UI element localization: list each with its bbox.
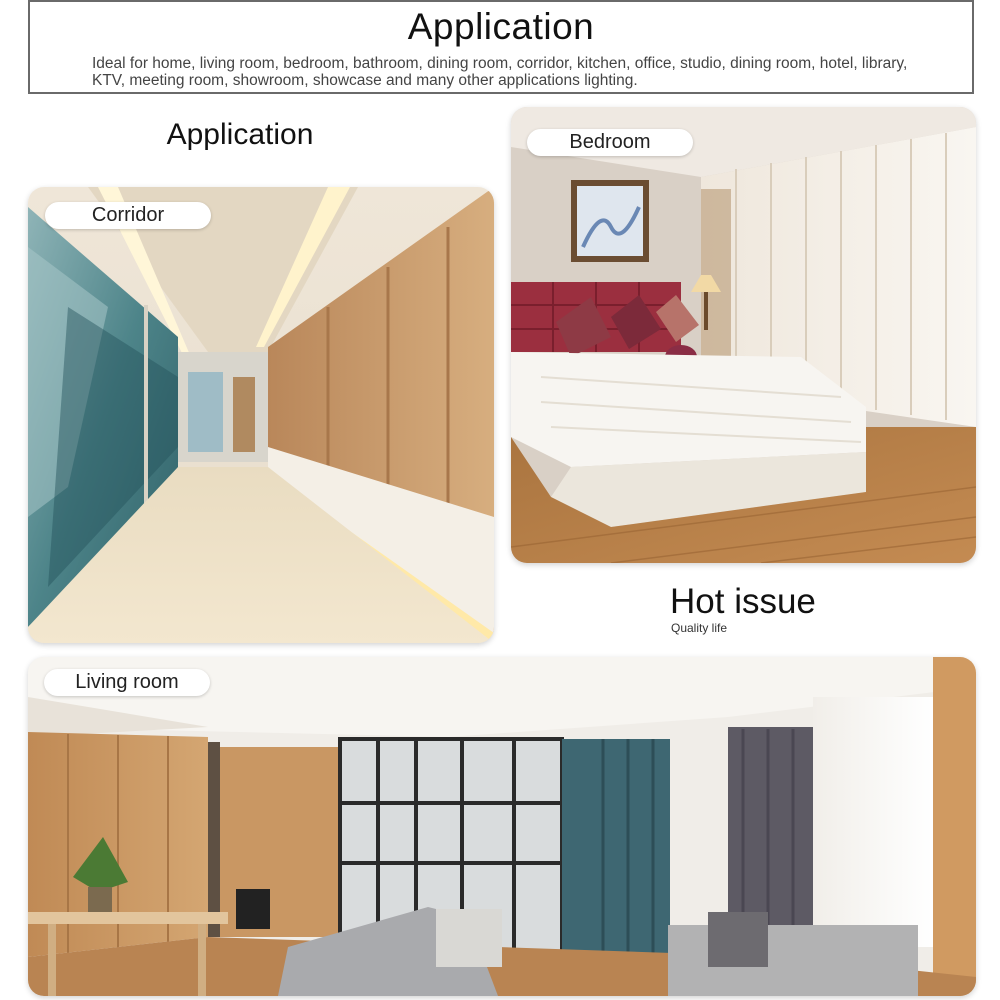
living-room-label: Living room bbox=[44, 669, 210, 696]
header-box bbox=[28, 0, 974, 94]
corridor-illustration bbox=[28, 187, 494, 643]
living-room-photo bbox=[28, 657, 976, 996]
bedroom-label: Bedroom bbox=[527, 129, 693, 156]
section-title: Application bbox=[166, 118, 314, 151]
corridor-label: Corridor bbox=[45, 202, 211, 229]
bedroom-photo bbox=[511, 107, 976, 563]
corridor-photo bbox=[28, 187, 494, 643]
hot-issue-title: Hot issue bbox=[670, 582, 816, 621]
living-room-illustration bbox=[28, 657, 976, 996]
header-description: Ideal for home, living room, bedroom, bathroom, dining room, corridor, kitchen, office, studio, dining room, hotel, library, KTV, meeting room, showroom, showcase and many other applications lighting. bbox=[92, 55, 908, 89]
bedroom-illustration bbox=[511, 107, 976, 563]
header-title: Application bbox=[407, 6, 595, 47]
hot-issue-subtitle: Quality life bbox=[671, 621, 728, 635]
